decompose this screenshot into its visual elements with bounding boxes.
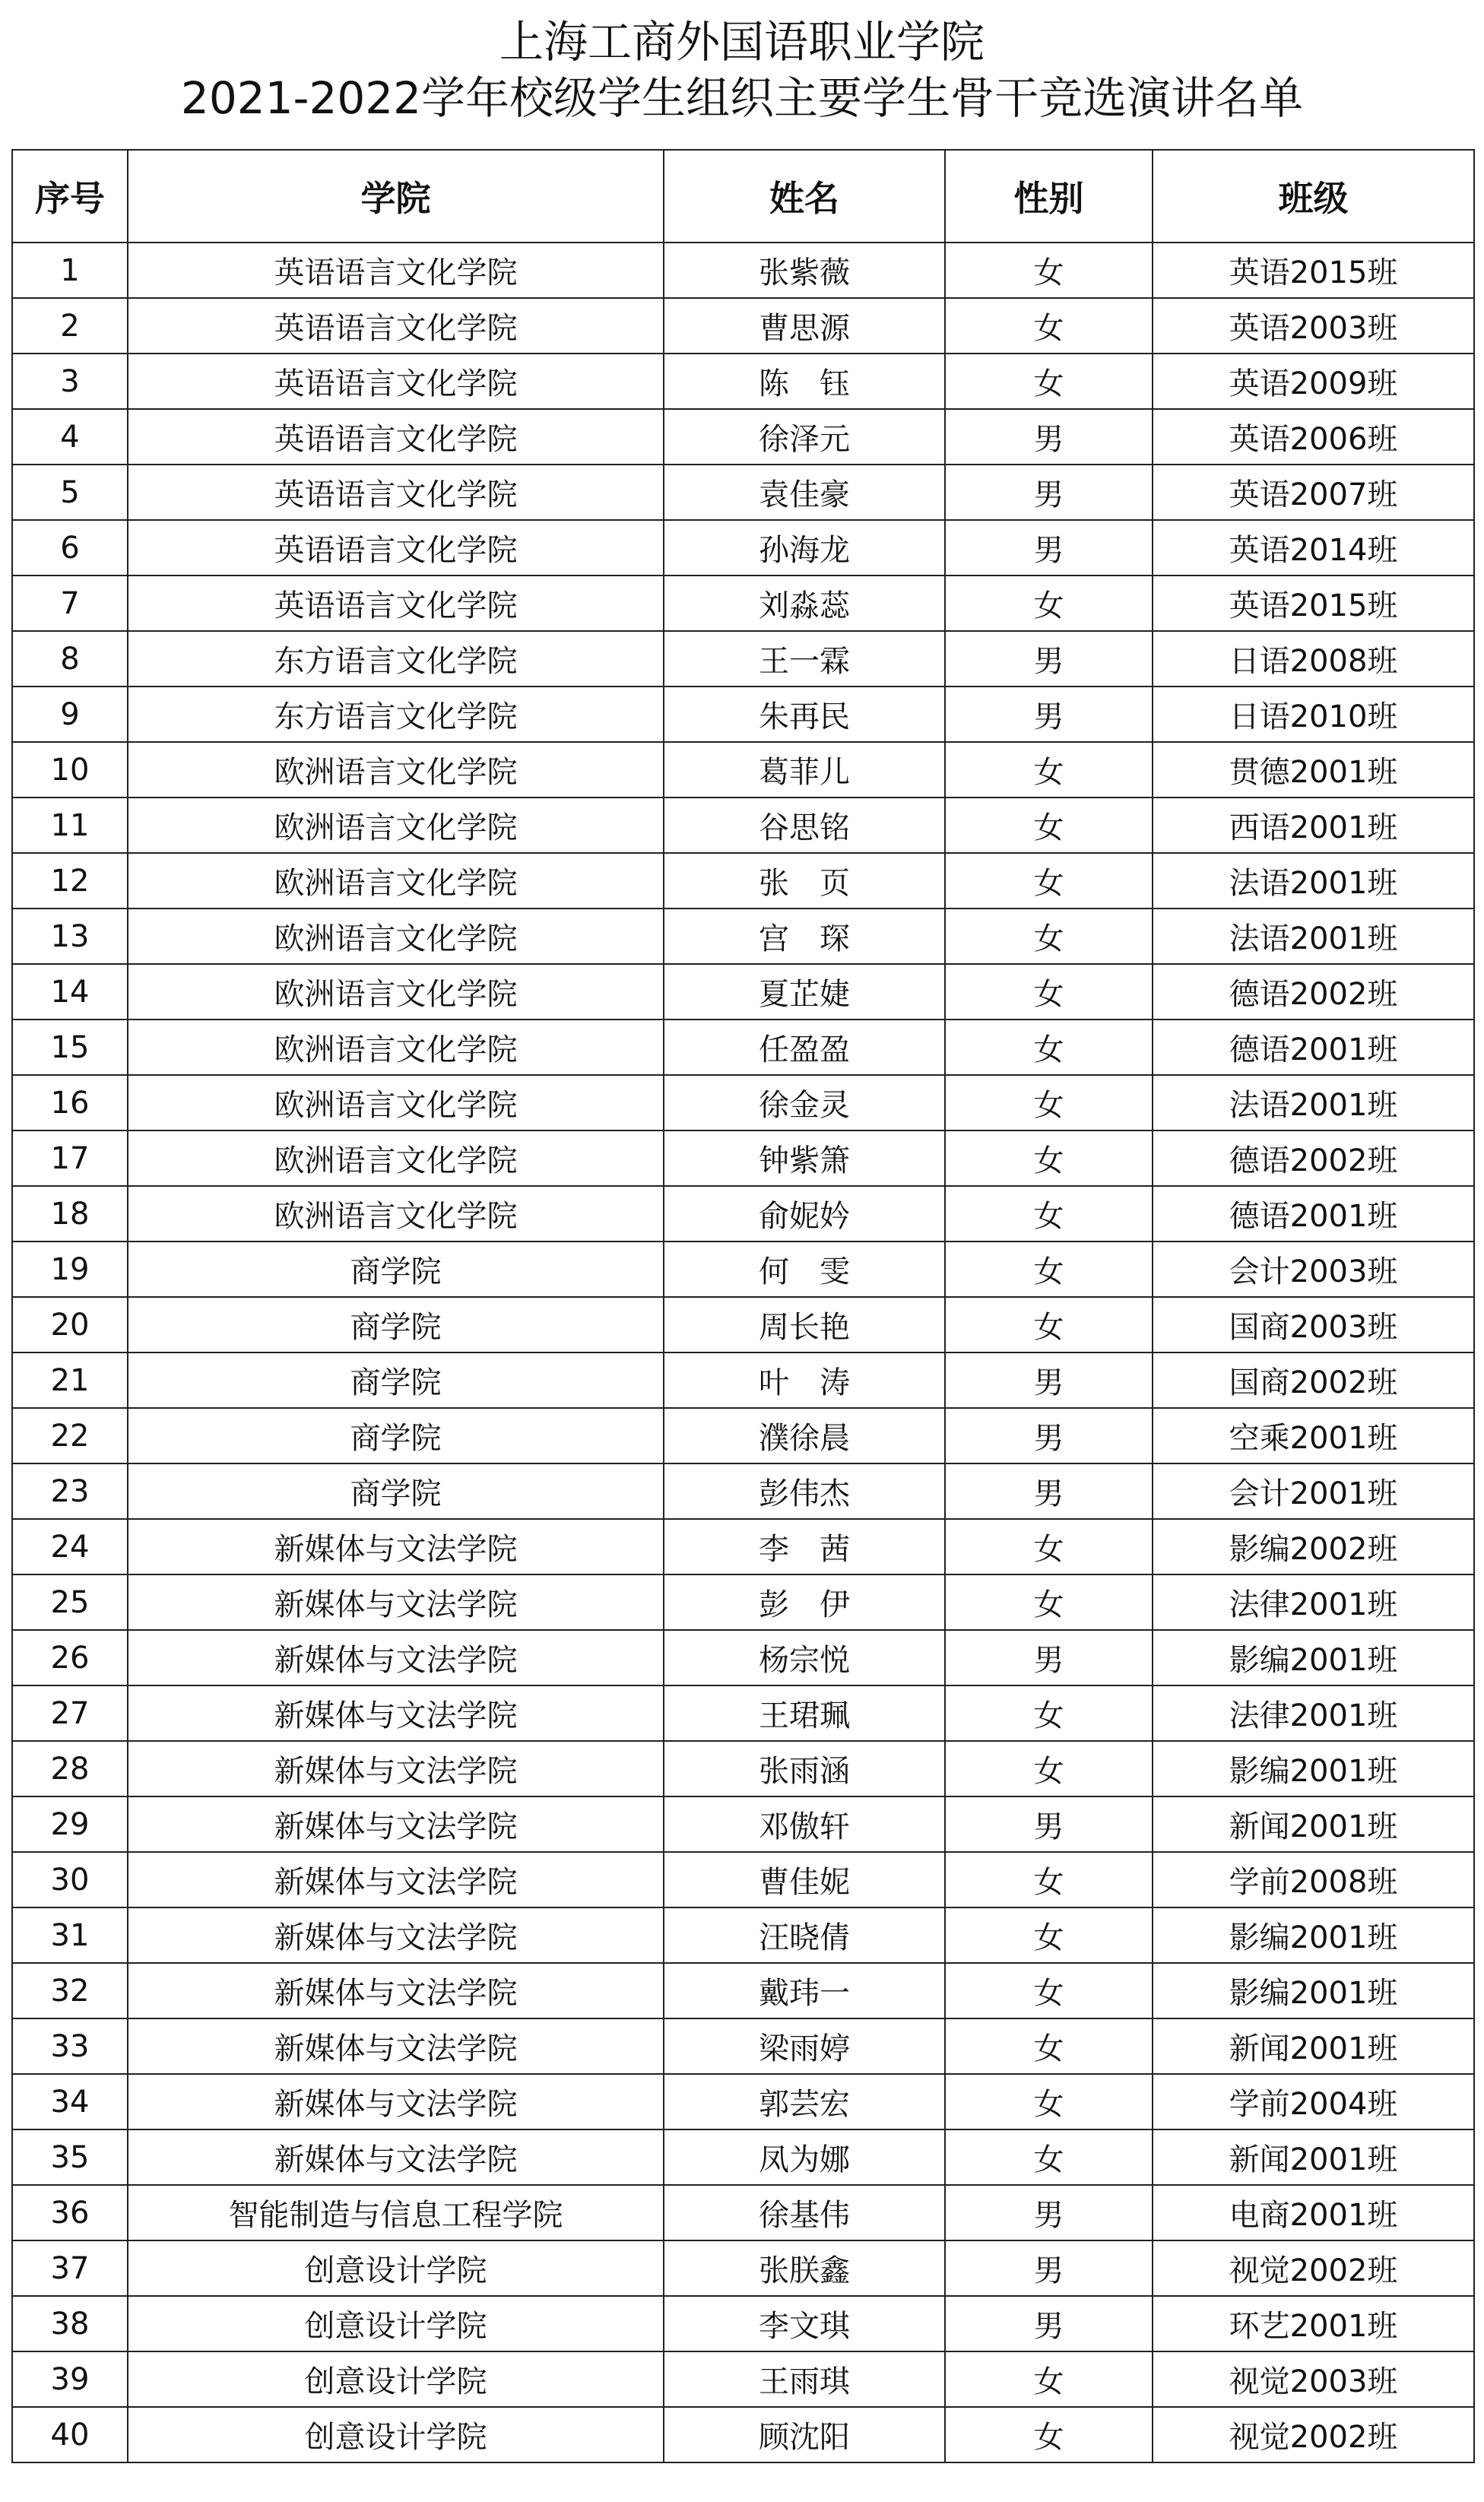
- cell-gender: 女: [945, 1186, 1153, 1241]
- cell-gender: 女: [945, 576, 1153, 631]
- cell-college: 新媒体与文法学院: [128, 1852, 664, 1907]
- table-body: [12, 243, 1474, 2462]
- table-header: [12, 150, 1474, 243]
- cell-name: 任盈盈: [664, 1020, 945, 1075]
- cell-class: 视觉2002班: [1153, 2407, 1474, 2462]
- cell-class: 影编2001班: [1153, 1963, 1474, 2018]
- cell-college: 欧洲语言文化学院: [128, 742, 664, 798]
- cell-name: 徐金灵: [664, 1075, 945, 1130]
- table-row: [12, 1963, 1474, 2018]
- cell-class: 学前2004班: [1153, 2074, 1474, 2129]
- table-row: [12, 1075, 1474, 1130]
- cell-gender: 女: [945, 1907, 1153, 1963]
- table-row: [12, 1852, 1474, 1907]
- table-row: [12, 298, 1474, 354]
- header-college: 学院: [128, 150, 664, 243]
- cell-gender: 女: [945, 1963, 1153, 2018]
- cell-no: 8: [12, 631, 128, 687]
- cell-name: 钟紫箫: [664, 1130, 945, 1186]
- table-row: [12, 1463, 1474, 1519]
- cell-class: 英语2015班: [1153, 243, 1474, 298]
- cell-gender: 男: [945, 687, 1153, 742]
- cell-college: 欧洲语言文化学院: [128, 909, 664, 964]
- cell-gender: 女: [945, 1519, 1153, 1574]
- cell-class: 法语2001班: [1153, 853, 1474, 909]
- table-row: [12, 1130, 1474, 1186]
- candidate-table: [11, 149, 1475, 2463]
- cell-name: 王珺珮: [664, 1685, 945, 1741]
- cell-college: 新媒体与文法学院: [128, 2129, 664, 2185]
- cell-no: 37: [12, 2240, 128, 2296]
- table-row: [12, 243, 1474, 298]
- cell-no: 27: [12, 1685, 128, 1741]
- cell-name: 朱再民: [664, 687, 945, 742]
- table-row: [12, 1630, 1474, 1685]
- cell-no: 29: [12, 1796, 128, 1852]
- cell-no: 28: [12, 1741, 128, 1796]
- cell-college: 商学院: [128, 1408, 664, 1463]
- cell-name: 俞妮妗: [664, 1186, 945, 1241]
- cell-class: 影编2001班: [1153, 1630, 1474, 1685]
- cell-college: 英语语言文化学院: [128, 243, 664, 298]
- cell-gender: 女: [945, 2129, 1153, 2185]
- cell-name: 曹佳妮: [664, 1852, 945, 1907]
- cell-class: 环艺2001班: [1153, 2296, 1474, 2351]
- cell-class: 日语2008班: [1153, 631, 1474, 687]
- cell-class: 日语2010班: [1153, 687, 1474, 742]
- cell-college: 新媒体与文法学院: [128, 1519, 664, 1574]
- cell-gender: 女: [945, 2018, 1153, 2074]
- cell-gender: 男: [945, 1630, 1153, 1685]
- table-row: [12, 798, 1474, 853]
- cell-gender: 女: [945, 1741, 1153, 1796]
- cell-class: 英语2006班: [1153, 409, 1474, 465]
- cell-name: 葛菲儿: [664, 742, 945, 798]
- cell-college: 新媒体与文法学院: [128, 1630, 664, 1685]
- cell-class: 法律2001班: [1153, 1574, 1474, 1630]
- cell-class: 法语2001班: [1153, 909, 1474, 964]
- cell-class: 新闻2001班: [1153, 2018, 1474, 2074]
- cell-class: 德语2002班: [1153, 964, 1474, 1020]
- cell-name: 袁佳豪: [664, 465, 945, 520]
- cell-gender: 男: [945, 631, 1153, 687]
- cell-name: 李 茜: [664, 1519, 945, 1574]
- header-row: [12, 150, 1474, 243]
- cell-gender: 男: [945, 2240, 1153, 2296]
- cell-gender: 女: [945, 853, 1153, 909]
- table-row: [12, 1685, 1474, 1741]
- cell-name: 宫 琛: [664, 909, 945, 964]
- cell-name: 汪晓倩: [664, 1907, 945, 1963]
- cell-class: 德语2001班: [1153, 1020, 1474, 1075]
- cell-gender: 女: [945, 798, 1153, 853]
- table-row: [12, 2407, 1474, 2462]
- cell-no: 31: [12, 1907, 128, 1963]
- cell-gender: 女: [945, 1241, 1153, 1297]
- cell-class: 法律2001班: [1153, 1685, 1474, 1741]
- cell-no: 2: [12, 298, 128, 354]
- cell-gender: 男: [945, 2296, 1153, 2351]
- cell-name: 谷思铭: [664, 798, 945, 853]
- table-row: [12, 964, 1474, 1020]
- cell-gender: 女: [945, 1574, 1153, 1630]
- cell-class: 会计2003班: [1153, 1241, 1474, 1297]
- cell-class: 英语2015班: [1153, 576, 1474, 631]
- cell-gender: 女: [945, 1020, 1153, 1075]
- cell-no: 1: [12, 243, 128, 298]
- cell-college: 商学院: [128, 1241, 664, 1297]
- table-row: [12, 631, 1474, 687]
- cell-name: 陈 钰: [664, 354, 945, 409]
- cell-name: 张雨涵: [664, 1741, 945, 1796]
- cell-class: 空乘2001班: [1153, 1408, 1474, 1463]
- table-row: [12, 1907, 1474, 1963]
- cell-gender: 女: [945, 1130, 1153, 1186]
- cell-class: 法语2001班: [1153, 1075, 1474, 1130]
- cell-no: 18: [12, 1186, 128, 1241]
- cell-college: 智能制造与信息工程学院: [128, 2185, 664, 2240]
- cell-college: 商学院: [128, 1352, 664, 1408]
- cell-name: 曹思源: [664, 298, 945, 354]
- cell-no: 35: [12, 2129, 128, 2185]
- table-row: [12, 1741, 1474, 1796]
- cell-gender: 女: [945, 354, 1153, 409]
- cell-gender: 男: [945, 1352, 1153, 1408]
- cell-gender: 男: [945, 409, 1153, 465]
- header-class: 班级: [1153, 150, 1474, 243]
- cell-no: 12: [12, 853, 128, 909]
- table-row: [12, 465, 1474, 520]
- table-row: [12, 1186, 1474, 1241]
- table-row: [12, 409, 1474, 465]
- table-row: [12, 909, 1474, 964]
- table-row: [12, 1408, 1474, 1463]
- cell-college: 英语语言文化学院: [128, 354, 664, 409]
- table-row: [12, 2351, 1474, 2407]
- cell-gender: 女: [945, 742, 1153, 798]
- cell-name: 叶 涛: [664, 1352, 945, 1408]
- table-row: [12, 853, 1474, 909]
- cell-name: 彭伟杰: [664, 1463, 945, 1519]
- cell-college: 英语语言文化学院: [128, 576, 664, 631]
- table-row: [12, 520, 1474, 576]
- cell-class: 影编2002班: [1153, 1519, 1474, 1574]
- cell-name: 张紫薇: [664, 243, 945, 298]
- cell-gender: 女: [945, 909, 1153, 964]
- cell-class: 西语2001班: [1153, 798, 1474, 853]
- cell-name: 凤为娜: [664, 2129, 945, 2185]
- cell-college: 英语语言文化学院: [128, 298, 664, 354]
- cell-name: 张朕鑫: [664, 2240, 945, 2296]
- cell-gender: 男: [945, 1408, 1153, 1463]
- cell-college: 英语语言文化学院: [128, 520, 664, 576]
- table-row: [12, 1241, 1474, 1297]
- cell-gender: 男: [945, 1796, 1153, 1852]
- cell-class: 贯德2001班: [1153, 742, 1474, 798]
- table-row: [12, 1796, 1474, 1852]
- cell-name: 郭芸宏: [664, 2074, 945, 2129]
- cell-no: 10: [12, 742, 128, 798]
- cell-name: 杨宗悦: [664, 1630, 945, 1685]
- table-row: [12, 687, 1474, 742]
- cell-no: 17: [12, 1130, 128, 1186]
- cell-name: 梁雨婷: [664, 2018, 945, 2074]
- cell-college: 新媒体与文法学院: [128, 1741, 664, 1796]
- cell-no: 19: [12, 1241, 128, 1297]
- cell-name: 李文琪: [664, 2296, 945, 2351]
- cell-no: 21: [12, 1352, 128, 1408]
- cell-no: 3: [12, 354, 128, 409]
- cell-no: 33: [12, 2018, 128, 2074]
- cell-gender: 女: [945, 1685, 1153, 1741]
- cell-no: 22: [12, 1408, 128, 1463]
- cell-college: 欧洲语言文化学院: [128, 1186, 664, 1241]
- cell-no: 5: [12, 465, 128, 520]
- cell-no: 7: [12, 576, 128, 631]
- cell-no: 6: [12, 520, 128, 576]
- document-title: [0, 14, 1484, 126]
- cell-no: 25: [12, 1574, 128, 1630]
- cell-gender: 女: [945, 964, 1153, 1020]
- cell-gender: 女: [945, 2351, 1153, 2407]
- cell-class: 德语2001班: [1153, 1186, 1474, 1241]
- table-row: [12, 2296, 1474, 2351]
- cell-college: 新媒体与文法学院: [128, 1796, 664, 1852]
- table-row: [12, 1574, 1474, 1630]
- cell-class: 新闻2001班: [1153, 1796, 1474, 1852]
- cell-class: 视觉2002班: [1153, 2240, 1474, 2296]
- cell-gender: 女: [945, 2407, 1153, 2462]
- header-gender: 性别: [945, 150, 1153, 243]
- table-row: [12, 1352, 1474, 1408]
- cell-college: 欧洲语言文化学院: [128, 798, 664, 853]
- cell-name: 刘淼蕊: [664, 576, 945, 631]
- cell-class: 新闻2001班: [1153, 2129, 1474, 2185]
- table-row: [12, 2240, 1474, 2296]
- cell-gender: 女: [945, 1297, 1153, 1352]
- cell-no: 26: [12, 1630, 128, 1685]
- cell-college: 创意设计学院: [128, 2296, 664, 2351]
- cell-gender: 男: [945, 1463, 1153, 1519]
- cell-class: 影编2001班: [1153, 1907, 1474, 1963]
- cell-class: 会计2001班: [1153, 1463, 1474, 1519]
- cell-college: 欧洲语言文化学院: [128, 1075, 664, 1130]
- cell-name: 戴玮一: [664, 1963, 945, 2018]
- cell-class: 英语2009班: [1153, 354, 1474, 409]
- cell-name: 徐泽元: [664, 409, 945, 465]
- cell-name: 邓傲轩: [664, 1796, 945, 1852]
- cell-college: 创意设计学院: [128, 2351, 664, 2407]
- table-row: [12, 1519, 1474, 1574]
- cell-no: 11: [12, 798, 128, 853]
- table-row: [12, 2185, 1474, 2240]
- cell-no: 23: [12, 1463, 128, 1519]
- cell-college: 新媒体与文法学院: [128, 1907, 664, 1963]
- cell-no: 36: [12, 2185, 128, 2240]
- table-row: [12, 2129, 1474, 2185]
- cell-name: 徐基伟: [664, 2185, 945, 2240]
- cell-class: 影编2001班: [1153, 1741, 1474, 1796]
- cell-name: 王雨琪: [664, 2351, 945, 2407]
- cell-gender: 男: [945, 520, 1153, 576]
- cell-no: 14: [12, 964, 128, 1020]
- cell-no: 24: [12, 1519, 128, 1574]
- cell-class: 英语2003班: [1153, 298, 1474, 354]
- cell-no: 16: [12, 1075, 128, 1130]
- cell-no: 15: [12, 1020, 128, 1075]
- cell-class: 电商2001班: [1153, 2185, 1474, 2240]
- table-row: [12, 2074, 1474, 2129]
- cell-class: 国商2003班: [1153, 1297, 1474, 1352]
- title-school: 上海工商外国语职业学院: [499, 16, 985, 68]
- cell-college: 新媒体与文法学院: [128, 2018, 664, 2074]
- cell-gender: 女: [945, 298, 1153, 354]
- cell-name: 张 页: [664, 853, 945, 909]
- cell-name: 孙海龙: [664, 520, 945, 576]
- cell-name: 周长艳: [664, 1297, 945, 1352]
- cell-college: 欧洲语言文化学院: [128, 1020, 664, 1075]
- cell-college: 东方语言文化学院: [128, 631, 664, 687]
- cell-name: 夏芷婕: [664, 964, 945, 1020]
- cell-college: 新媒体与文法学院: [128, 1574, 664, 1630]
- cell-college: 商学院: [128, 1297, 664, 1352]
- cell-class: 英语2007班: [1153, 465, 1474, 520]
- cell-college: 英语语言文化学院: [128, 465, 664, 520]
- cell-gender: 男: [945, 465, 1153, 520]
- cell-gender: 女: [945, 1075, 1153, 1130]
- cell-class: 国商2002班: [1153, 1352, 1474, 1408]
- cell-no: 20: [12, 1297, 128, 1352]
- cell-class: 学前2008班: [1153, 1852, 1474, 1907]
- cell-no: 9: [12, 687, 128, 742]
- cell-no: 13: [12, 909, 128, 964]
- table-row: [12, 576, 1474, 631]
- cell-class: 英语2014班: [1153, 520, 1474, 576]
- header-no: 序号: [12, 150, 128, 243]
- cell-college: 英语语言文化学院: [128, 409, 664, 465]
- cell-no: 30: [12, 1852, 128, 1907]
- header-name: 姓名: [664, 150, 945, 243]
- cell-college: 欧洲语言文化学院: [128, 1130, 664, 1186]
- cell-gender: 女: [945, 1852, 1153, 1907]
- cell-gender: 男: [945, 2185, 1153, 2240]
- table-row: [12, 2018, 1474, 2074]
- cell-college: 东方语言文化学院: [128, 687, 664, 742]
- cell-college: 新媒体与文法学院: [128, 1685, 664, 1741]
- cell-gender: 女: [945, 2074, 1153, 2129]
- cell-no: 4: [12, 409, 128, 465]
- cell-name: 濮徐晨: [664, 1408, 945, 1463]
- cell-college: 欧洲语言文化学院: [128, 964, 664, 1020]
- cell-class: 德语2002班: [1153, 1130, 1474, 1186]
- cell-name: 何 雯: [664, 1241, 945, 1297]
- cell-no: 38: [12, 2296, 128, 2351]
- cell-college: 新媒体与文法学院: [128, 1963, 664, 2018]
- cell-no: 34: [12, 2074, 128, 2129]
- title-list-name: 2021-2022学年校级学生组织主要学生骨干竞选演讲名单: [180, 72, 1304, 124]
- cell-name: 顾沈阳: [664, 2407, 945, 2462]
- cell-college: 创意设计学院: [128, 2240, 664, 2296]
- cell-name: 王一霖: [664, 631, 945, 687]
- cell-no: 39: [12, 2351, 128, 2407]
- cell-name: 彭 伊: [664, 1574, 945, 1630]
- table-row: [12, 1020, 1474, 1075]
- cell-college: 创意设计学院: [128, 2407, 664, 2462]
- cell-college: 新媒体与文法学院: [128, 2074, 664, 2129]
- cell-college: 欧洲语言文化学院: [128, 853, 664, 909]
- table-row: [12, 742, 1474, 798]
- cell-gender: 女: [945, 243, 1153, 298]
- cell-no: 40: [12, 2407, 128, 2462]
- cell-college: 商学院: [128, 1463, 664, 1519]
- cell-class: 视觉2003班: [1153, 2351, 1474, 2407]
- cell-no: 32: [12, 1963, 128, 2018]
- table-row: [12, 354, 1474, 409]
- table-row: [12, 1297, 1474, 1352]
